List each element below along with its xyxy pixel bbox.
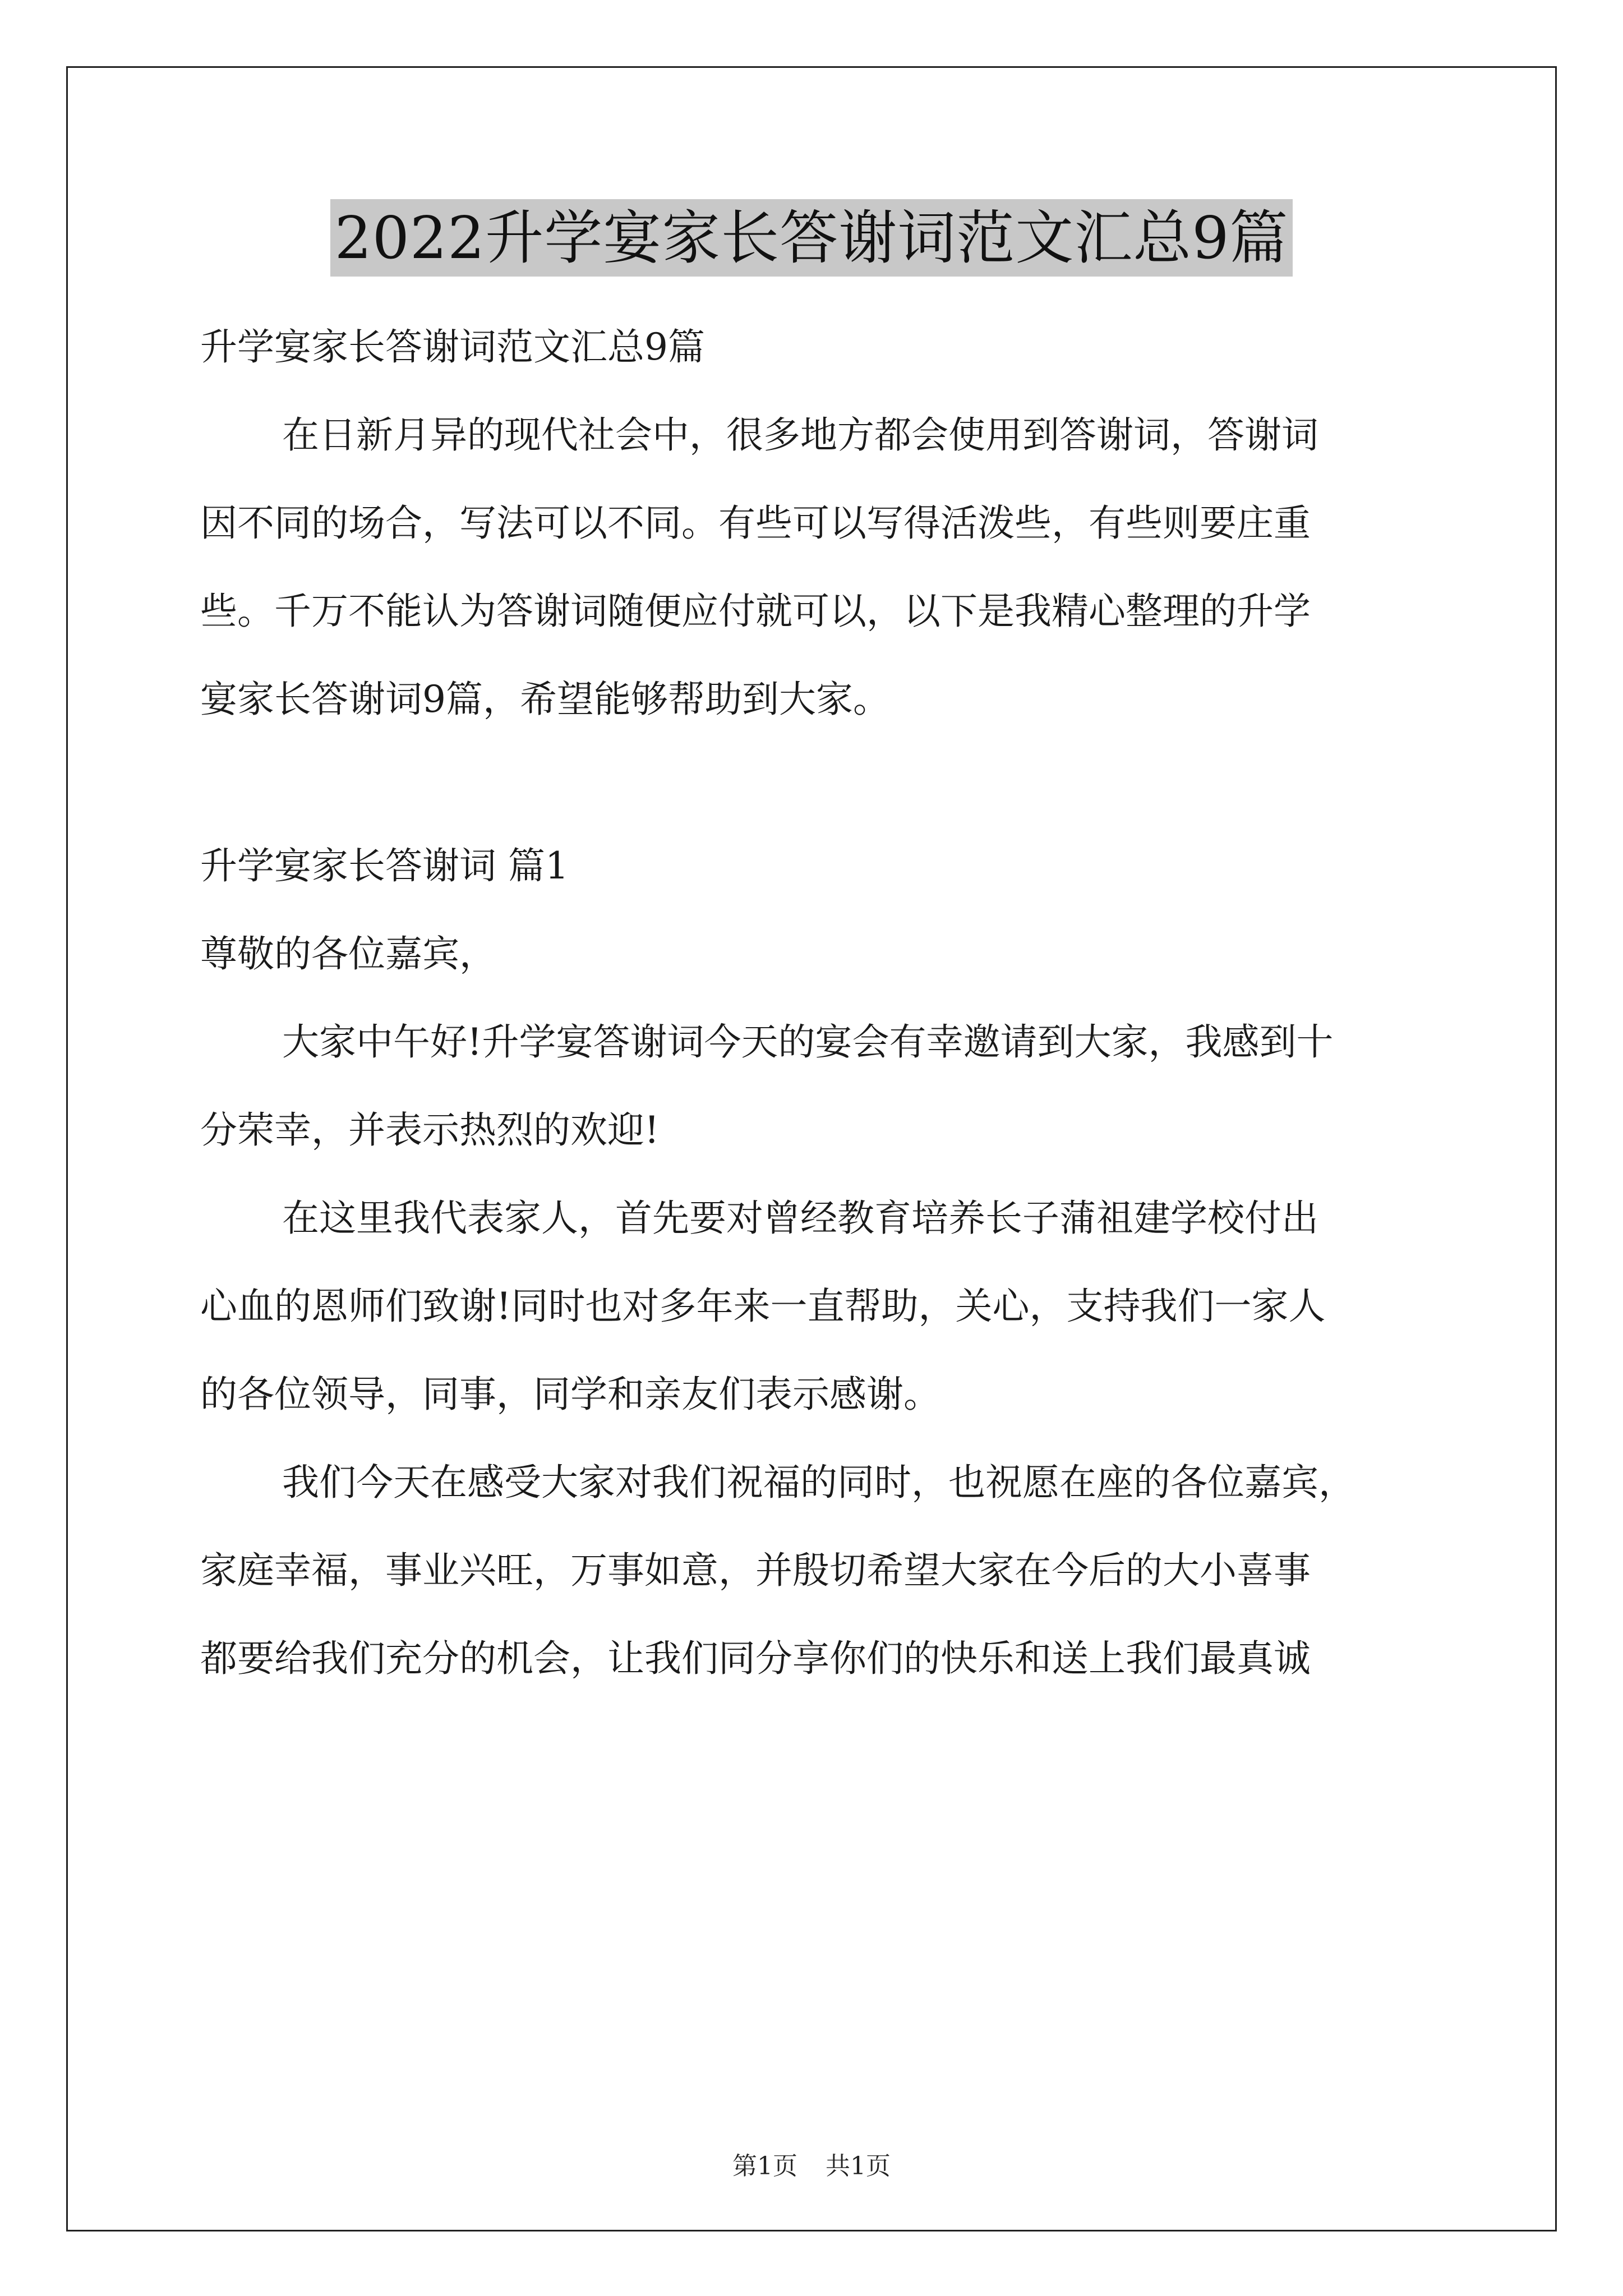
paragraph-line: 我们今天在感受大家对我们祝福的同时，也祝愿在座的各位嘉宾， [282,1461,1355,1504]
paragraph-line: 心血的恩师们致谢!同时也对多年来一直帮助，关心，支持我们一家人 [200,1285,1326,1328]
intro-line: 因不同的场合，写法可以不同。有些可以写得活泼些，有些则要庄重 [200,501,1311,545]
document-title: 2022升学宴家长答谢词范文汇总9篇 [330,199,1293,277]
section-gap [200,743,1434,822]
subtitle: 升学宴家长答谢词范文汇总9篇 [200,325,705,369]
paragraph-line: 的各位领导，同事，同学和亲友们表示感谢。 [200,1373,940,1416]
intro-line: 些。千万不能认为答谢词随便应付就可以，以下是我精心整理的升学 [200,590,1311,633]
paragraph-line: 家庭幸福，事业兴旺，万事如意，并殷切希望大家在今后的大小喜事 [200,1549,1311,1592]
document-body [200,303,1434,1703]
intro-line: 在日新月异的现代社会中，很多地方都会使用到答谢词，答谢词 [282,413,1318,457]
section-heading: 升学宴家长答谢词 篇1 [200,844,569,887]
paragraph-line: 分荣幸，并表示热烈的欢迎! [200,1108,660,1152]
page-footer [0,2146,1623,2182]
title-wrap [0,199,1623,277]
page-number-total: 共1页 [826,2152,891,2180]
paragraph-line: 都要给我们充分的机会，让我们同分享你们的快乐和送上我们最真诚 [200,1637,1311,1680]
paragraph-line: 在这里我代表家人，首先要对曾经教育培养长子蒲祖建学校付出 [282,1197,1318,1240]
intro-line: 宴家长答谢词9篇，希望能够帮助到大家。 [200,678,890,721]
page-number-current: 第1页 [732,2152,797,2180]
salutation: 尊敬的各位嘉宾， [200,932,496,976]
paragraph-line: 大家中午好!升学宴答谢词今天的宴会有幸邀请到大家，我感到十 [282,1020,1334,1064]
